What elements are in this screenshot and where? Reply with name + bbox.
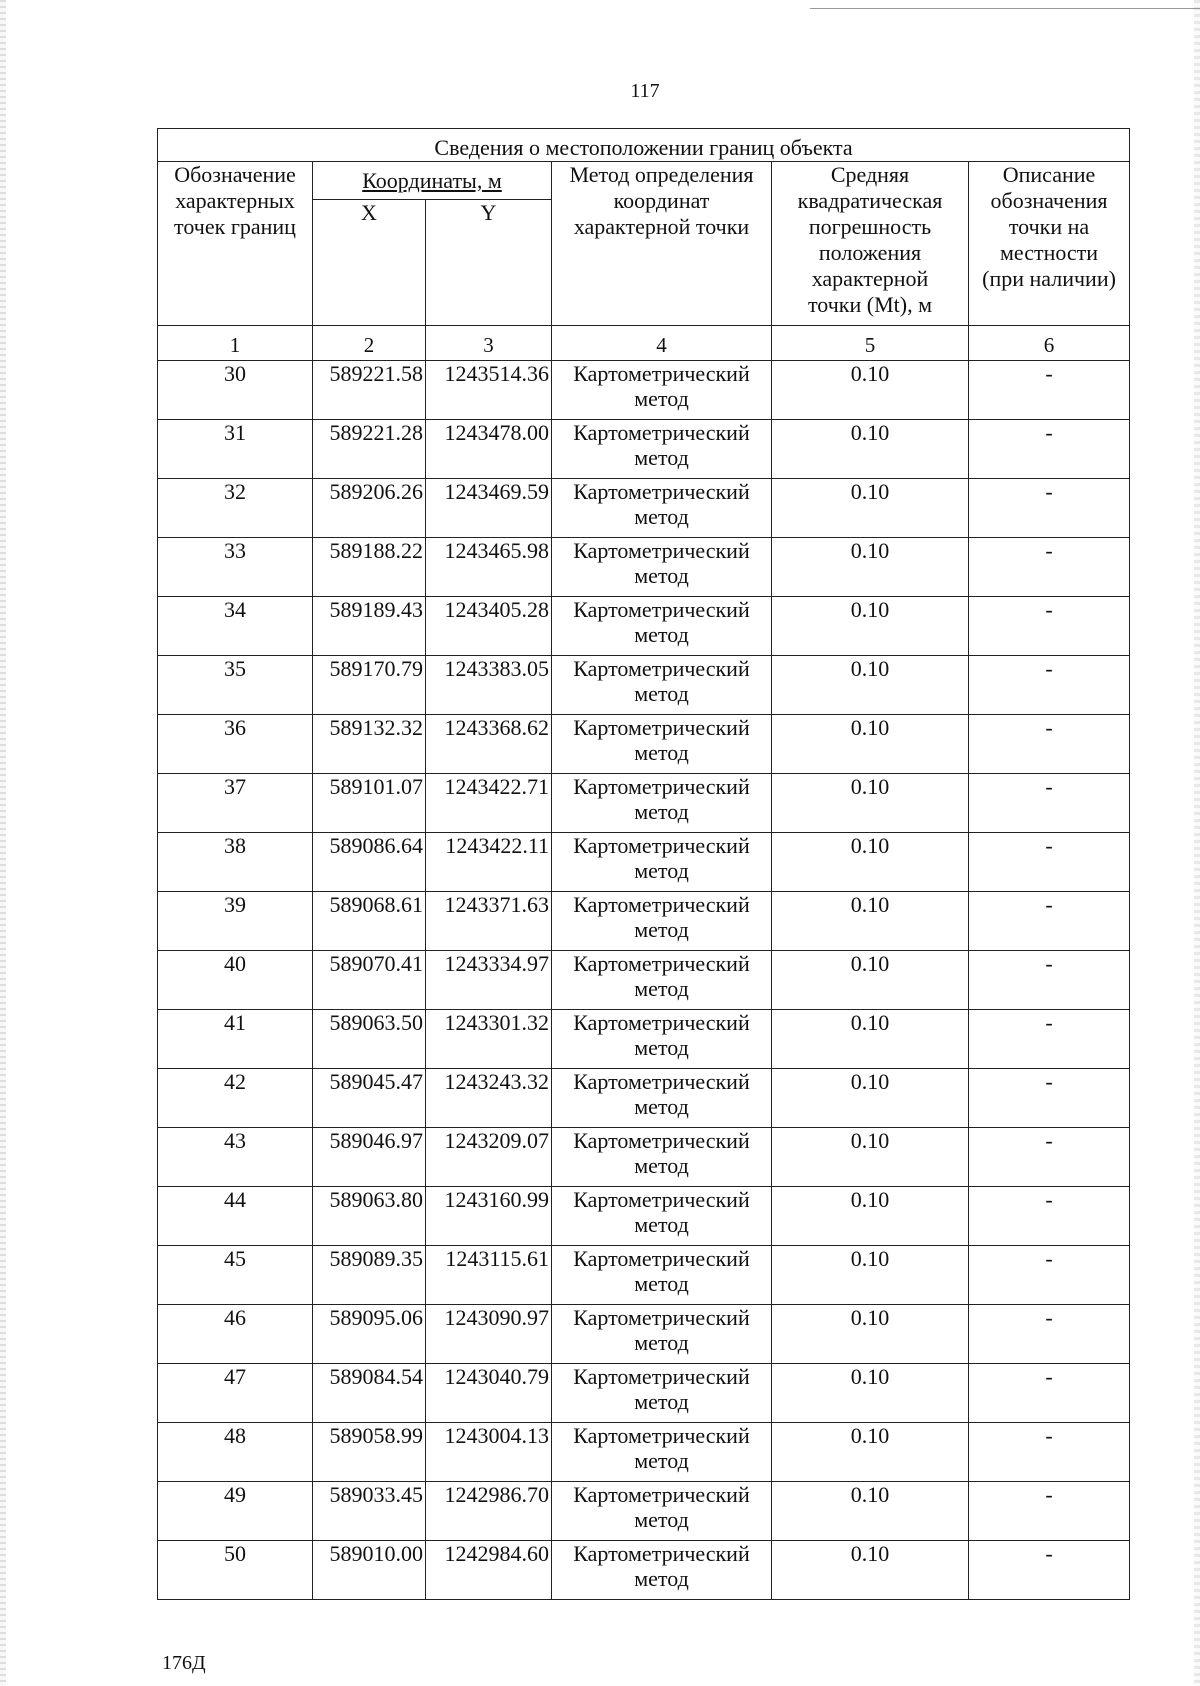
method-cell: [552, 892, 772, 951]
x-coordinate-cell: 589206.26: [313, 479, 426, 538]
method-cell: [552, 597, 772, 656]
method-line-2: метод: [634, 681, 689, 706]
mean-error-cell: 0.10: [772, 1069, 969, 1128]
column-number: 3: [426, 326, 552, 361]
method-cell: [552, 1246, 772, 1305]
method-cell: [552, 1423, 772, 1482]
table-row: [158, 538, 1130, 597]
method-line-2: метод: [634, 504, 689, 529]
method-cell: [552, 951, 772, 1010]
method-line-1: Картометрический: [573, 1541, 750, 1566]
point-cell: 34: [158, 597, 313, 656]
table-row: [158, 1305, 1130, 1364]
description-cell: -: [969, 1541, 1130, 1600]
method-line-1: Картометрический: [573, 1069, 750, 1094]
mean-error-cell: 0.10: [772, 597, 969, 656]
description-cell: -: [969, 479, 1130, 538]
point-cell: 36: [158, 715, 313, 774]
x-coordinate-cell: 589046.97: [313, 1128, 426, 1187]
method-line-1: Картометрический: [573, 1482, 750, 1507]
method-cell: [552, 1541, 772, 1600]
method-line-1: Картометрический: [573, 538, 750, 563]
description-cell: -: [969, 656, 1130, 715]
method-cell: [552, 1128, 772, 1187]
table-row: [158, 656, 1130, 715]
table-row: [158, 1364, 1130, 1423]
table-row: [158, 1246, 1130, 1305]
x-coordinate-cell: 589086.64: [313, 833, 426, 892]
x-coordinate-cell: 589068.61: [313, 892, 426, 951]
y-coordinate-cell: 1243383.05: [426, 656, 552, 715]
point-cell: 49: [158, 1482, 313, 1541]
method-line-1: Картометрический: [573, 361, 750, 386]
y-coordinate-cell: 1243301.32: [426, 1010, 552, 1069]
y-coordinate-cell: 1243422.11: [426, 833, 552, 892]
mean-error-cell: 0.10: [772, 1246, 969, 1305]
description-cell: -: [969, 1246, 1130, 1305]
point-cell: 43: [158, 1128, 313, 1187]
column-number: 6: [969, 326, 1130, 361]
page-number: 117: [630, 80, 660, 102]
point-cell: 44: [158, 1187, 313, 1246]
x-coordinate-cell: 589089.35: [313, 1246, 426, 1305]
method-line-2: метод: [634, 740, 689, 765]
method-line-2: метод: [634, 1094, 689, 1119]
method-cell: [552, 1187, 772, 1246]
table-body: [158, 361, 1130, 1600]
x-coordinate-cell: 589033.45: [313, 1482, 426, 1541]
mean-error-cell: 0.10: [772, 420, 969, 479]
x-coordinate-cell: 589101.07: [313, 774, 426, 833]
method-line-2: метод: [634, 1507, 689, 1532]
y-coordinate-cell: 1243422.71: [426, 774, 552, 833]
point-cell: 39: [158, 892, 313, 951]
method-cell: [552, 1069, 772, 1128]
x-coordinate-cell: 589188.22: [313, 538, 426, 597]
method-cell: [552, 774, 772, 833]
method-line-2: метод: [634, 1389, 689, 1414]
point-cell: 48: [158, 1423, 313, 1482]
description-cell: -: [969, 538, 1130, 597]
method-line-1: Картометрический: [573, 774, 750, 799]
method-line-1: Картометрический: [573, 951, 750, 976]
method-line-2: метод: [634, 1448, 689, 1473]
point-cell: 31: [158, 420, 313, 479]
method-line-1: Картометрический: [573, 420, 750, 445]
y-coordinate-cell: 1243514.36: [426, 361, 552, 420]
description-cell: -: [969, 1187, 1130, 1246]
method-line-1: Картометрический: [573, 715, 750, 740]
method-line-1: Картометрический: [573, 1364, 750, 1389]
mean-error-cell: 0.10: [772, 715, 969, 774]
x-coordinate-cell: 589221.58: [313, 361, 426, 420]
y-coordinate-cell: 1243115.61: [426, 1246, 552, 1305]
x-coordinate-cell: 589010.00: [313, 1541, 426, 1600]
column-number: 5: [772, 326, 969, 361]
mean-error-cell: 0.10: [772, 479, 969, 538]
mean-error-cell: 0.10: [772, 1541, 969, 1600]
header-method: Метод определения координат характерной точки: [552, 162, 772, 326]
table-row: [158, 774, 1130, 833]
method-cell: [552, 833, 772, 892]
y-coordinate-cell: 1243405.28: [426, 597, 552, 656]
header-coordinates: Координаты, м: [313, 162, 552, 200]
method-line-1: Картометрический: [573, 597, 750, 622]
top-rule: [810, 8, 1200, 9]
description-cell: -: [969, 1010, 1130, 1069]
column-number: 2: [313, 326, 426, 361]
point-cell: 30: [158, 361, 313, 420]
x-coordinate-cell: 589221.28: [313, 420, 426, 479]
table-row: [158, 892, 1130, 951]
y-coordinate-cell: 1243090.97: [426, 1305, 552, 1364]
description-cell: -: [969, 833, 1130, 892]
method-line-2: метод: [634, 622, 689, 647]
y-coordinate-cell: 1243469.59: [426, 479, 552, 538]
x-coordinate-cell: 589070.41: [313, 951, 426, 1010]
mean-error-cell: 0.10: [772, 774, 969, 833]
point-cell: 50: [158, 1541, 313, 1600]
point-cell: 37: [158, 774, 313, 833]
method-line-2: метод: [634, 563, 689, 588]
description-cell: -: [969, 715, 1130, 774]
method-line-2: метод: [634, 1271, 689, 1296]
mean-error-cell: 0.10: [772, 1482, 969, 1541]
method-line-1: Картометрический: [573, 479, 750, 504]
point-cell: 46: [158, 1305, 313, 1364]
column-number-row: [158, 326, 1130, 361]
mean-error-cell: 0.10: [772, 833, 969, 892]
table-row: [158, 479, 1130, 538]
footer-document-code: 176Д: [162, 1652, 206, 1674]
y-coordinate-cell: 1243478.00: [426, 420, 552, 479]
method-line-1: Картометрический: [573, 656, 750, 681]
x-coordinate-cell: 589063.50: [313, 1010, 426, 1069]
y-coordinate-cell: 1243160.99: [426, 1187, 552, 1246]
description-cell: -: [969, 892, 1130, 951]
method-line-2: метод: [634, 917, 689, 942]
table-row: [158, 597, 1130, 656]
description-cell: -: [969, 1128, 1130, 1187]
description-cell: -: [969, 1423, 1130, 1482]
mean-error-cell: 0.10: [772, 1187, 969, 1246]
x-coordinate-cell: 589045.47: [313, 1069, 426, 1128]
description-cell: -: [969, 1069, 1130, 1128]
method-cell: [552, 1364, 772, 1423]
x-coordinate-cell: 589132.32: [313, 715, 426, 774]
point-cell: 42: [158, 1069, 313, 1128]
x-coordinate-cell: 589170.79: [313, 656, 426, 715]
method-line-2: метод: [634, 799, 689, 824]
table-row: [158, 1010, 1130, 1069]
method-cell: [552, 656, 772, 715]
mean-error-cell: 0.10: [772, 1128, 969, 1187]
method-line-1: Картометрический: [573, 892, 750, 917]
point-cell: 45: [158, 1246, 313, 1305]
mean-error-cell: 0.10: [772, 1364, 969, 1423]
header-description: Описание обозначения точки на местности (при наличии): [969, 162, 1130, 326]
method-line-2: метод: [634, 445, 689, 470]
point-cell: 35: [158, 656, 313, 715]
point-cell: 40: [158, 951, 313, 1010]
table-row: [158, 1187, 1130, 1246]
scan-right-edge: [1194, 0, 1200, 1686]
description-cell: -: [969, 774, 1130, 833]
y-coordinate-cell: 1243334.97: [426, 951, 552, 1010]
method-line-1: Картометрический: [573, 833, 750, 858]
mean-error-cell: 0.10: [772, 1010, 969, 1069]
x-coordinate-cell: 589095.06: [313, 1305, 426, 1364]
method-line-1: Картометрический: [573, 1010, 750, 1035]
y-coordinate-cell: 1243465.98: [426, 538, 552, 597]
mean-error-cell: 0.10: [772, 951, 969, 1010]
x-coordinate-cell: 589063.80: [313, 1187, 426, 1246]
table-row: [158, 715, 1130, 774]
method-line-2: метод: [634, 976, 689, 1001]
method-line-2: метод: [634, 1566, 689, 1591]
method-cell: [552, 1010, 772, 1069]
table-caption: Сведения о местоположении границ объекта: [158, 129, 1130, 162]
method-cell: [552, 1305, 772, 1364]
table-row: [158, 1482, 1130, 1541]
method-line-1: Картометрический: [573, 1246, 750, 1271]
header-y: Y: [426, 200, 552, 326]
column-number: 4: [552, 326, 772, 361]
method-line-2: метод: [634, 858, 689, 883]
y-coordinate-cell: 1243243.32: [426, 1069, 552, 1128]
header-point-designation: Обозначение характерных точек границ: [158, 162, 313, 326]
table-row: [158, 833, 1130, 892]
mean-error-cell: 0.10: [772, 361, 969, 420]
description-cell: -: [969, 1482, 1130, 1541]
mean-error-cell: 0.10: [772, 538, 969, 597]
method-line-1: Картометрический: [573, 1128, 750, 1153]
y-coordinate-cell: 1242984.60: [426, 1541, 552, 1600]
description-cell: -: [969, 951, 1130, 1010]
header-x: X: [313, 200, 426, 326]
method-line-1: Картометрический: [573, 1187, 750, 1212]
scan-left-edge: [0, 0, 6, 1686]
method-cell: [552, 479, 772, 538]
method-line-2: метод: [634, 1330, 689, 1355]
y-coordinate-cell: 1243040.79: [426, 1364, 552, 1423]
table-row: [158, 361, 1130, 420]
method-cell: [552, 538, 772, 597]
method-cell: [552, 715, 772, 774]
y-coordinate-cell: 1243368.62: [426, 715, 552, 774]
y-coordinate-cell: 1243371.63: [426, 892, 552, 951]
method-line-2: метод: [634, 1153, 689, 1178]
column-number: 1: [158, 326, 313, 361]
point-cell: 38: [158, 833, 313, 892]
method-cell: [552, 1482, 772, 1541]
y-coordinate-cell: 1243209.07: [426, 1128, 552, 1187]
description-cell: -: [969, 1305, 1130, 1364]
x-coordinate-cell: 589058.99: [313, 1423, 426, 1482]
y-coordinate-cell: 1242986.70: [426, 1482, 552, 1541]
y-coordinate-cell: 1243004.13: [426, 1423, 552, 1482]
method-line-1: Картометрический: [573, 1305, 750, 1330]
point-cell: 32: [158, 479, 313, 538]
mean-error-cell: 0.10: [772, 656, 969, 715]
method-line-2: метод: [634, 386, 689, 411]
point-cell: 47: [158, 1364, 313, 1423]
mean-error-cell: 0.10: [772, 892, 969, 951]
point-cell: 33: [158, 538, 313, 597]
method-line-1: Картометрический: [573, 1423, 750, 1448]
method-cell: [552, 361, 772, 420]
table-row: [158, 951, 1130, 1010]
description-cell: -: [969, 597, 1130, 656]
header-mean-error: Средняя квадратическая погрешность положения характерной точки (Mt), м: [772, 162, 969, 326]
boundary-coordinates-table: [157, 128, 1130, 1600]
table-header: [158, 129, 1130, 361]
description-cell: -: [969, 420, 1130, 479]
table-row: [158, 420, 1130, 479]
description-cell: -: [969, 361, 1130, 420]
x-coordinate-cell: 589084.54: [313, 1364, 426, 1423]
method-line-2: метод: [634, 1035, 689, 1060]
x-coordinate-cell: 589189.43: [313, 597, 426, 656]
table-row: [158, 1541, 1130, 1600]
description-cell: -: [969, 1364, 1130, 1423]
point-cell: 41: [158, 1010, 313, 1069]
method-cell: [552, 420, 772, 479]
table-row: [158, 1128, 1130, 1187]
method-line-2: метод: [634, 1212, 689, 1237]
mean-error-cell: 0.10: [772, 1305, 969, 1364]
table-row: [158, 1423, 1130, 1482]
table-row: [158, 1069, 1130, 1128]
mean-error-cell: 0.10: [772, 1423, 969, 1482]
